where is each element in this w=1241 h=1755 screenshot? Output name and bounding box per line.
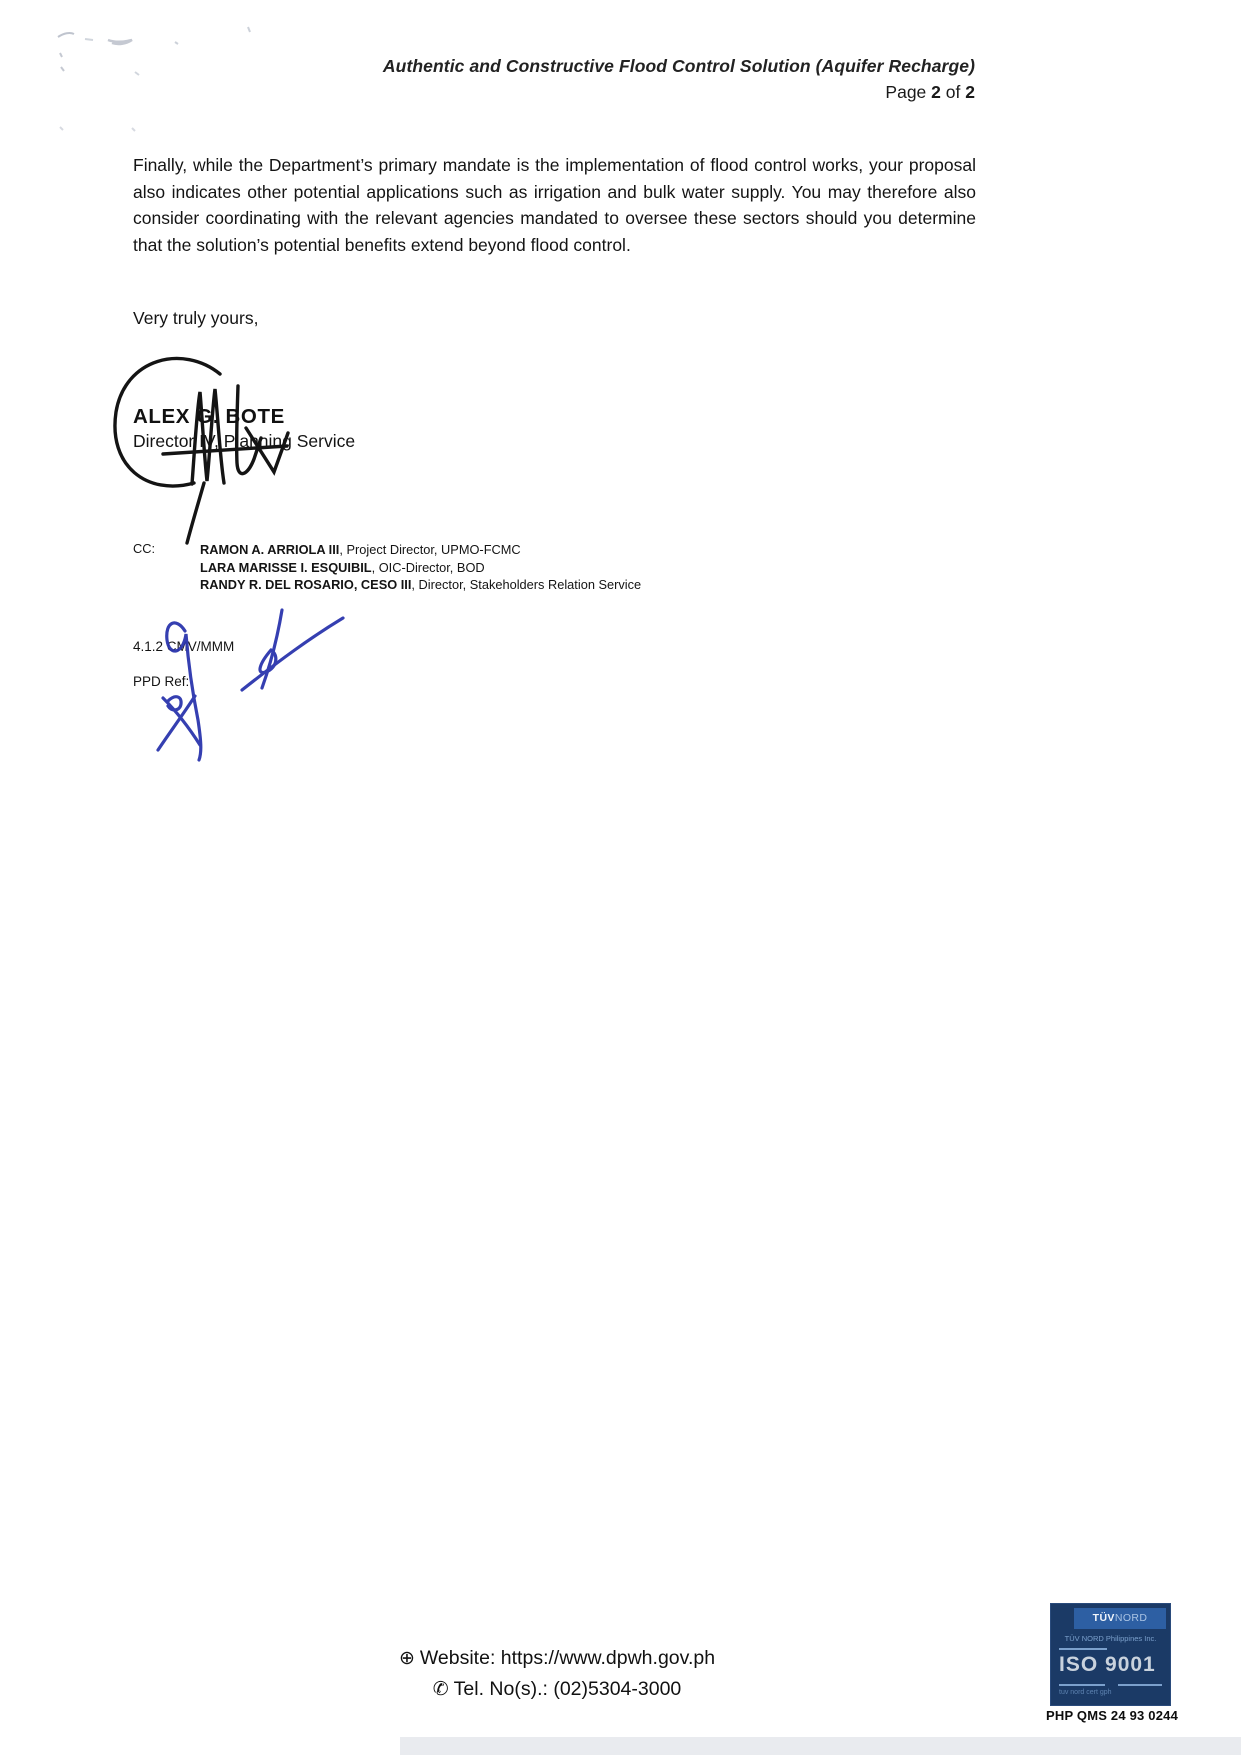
globe-icon: ⊕ xyxy=(398,1648,415,1669)
badge-divider xyxy=(1118,1684,1162,1686)
signatory-name: ALEX G. BOTE xyxy=(133,405,285,428)
scan-smudge-marks xyxy=(30,15,260,140)
cc-entry: RANDY R. DEL ROSARIO, CESO III, Director, Stakeholders Relation Service xyxy=(200,577,642,592)
complimentary-closing: Very truly yours, xyxy=(133,308,259,328)
letter-paragraph: Finally, while the Department’s primary mandate is the implementation of flood control works, your proposal also indicates other potential applications such as irrigation and bulk water supply. You may therefore also consider coordinating with the relevant agencies mandated to oversee these sectors should you determine that the solution’s potential benefits extend beyond flood control. xyxy=(133,155,976,255)
qms-code: PHP QMS 24 93 0244 xyxy=(1046,1708,1178,1723)
scan-edge-artifact xyxy=(400,1737,1241,1755)
cc-entry: LARA MARISSE I. ESQUIBIL, OIC-Director, BOD xyxy=(200,559,485,575)
page-header xyxy=(383,56,975,103)
page-indicator: Page 2 of 2 xyxy=(885,82,975,102)
badge-subtitle: TÜV NORD Philippines Inc. xyxy=(1064,1634,1157,1643)
tuv-nord-logo: TÜVNORD xyxy=(1074,1608,1166,1629)
page-total: 2 xyxy=(965,82,975,102)
cc-block xyxy=(133,541,641,594)
ppd-ref-label: PPD Ref: xyxy=(133,674,190,689)
badge-divider xyxy=(1059,1648,1107,1650)
footer-contact xyxy=(133,1643,981,1705)
cc-entries xyxy=(200,541,641,594)
footer-telephone-line: ✆ Tel. No(s).: (02)5304-3000 xyxy=(432,1678,682,1700)
badge-divider xyxy=(1059,1684,1105,1686)
signatory-title: Director IV, Planning Service xyxy=(133,431,356,451)
footer-website-line: ⊕ Website: https://www.dpwh.gov.ph xyxy=(398,1647,716,1669)
website-url: https://www.dpwh.gov.ph xyxy=(500,1647,716,1669)
cc-entry: RAMON A. ARRIOLA III, Project Director, UPMO-FCMC xyxy=(200,542,521,557)
cc-label: CC: xyxy=(133,541,156,556)
iso-certification-badge xyxy=(1050,1603,1171,1706)
phone-icon: ✆ xyxy=(432,1679,449,1700)
iso-9001-label: ISO 9001 xyxy=(1059,1653,1156,1676)
telephone-number: (02)5304-3000 xyxy=(553,1678,682,1700)
badge-small-text: tuv nord cert gph xyxy=(1059,1689,1112,1696)
page-number: 2 xyxy=(931,82,941,102)
letter-subject: Authentic and Constructive Flood Control Solution (Aquifer Recharge) xyxy=(382,56,975,76)
reference-code: 4.1.2 CMV/MMM xyxy=(133,639,235,654)
